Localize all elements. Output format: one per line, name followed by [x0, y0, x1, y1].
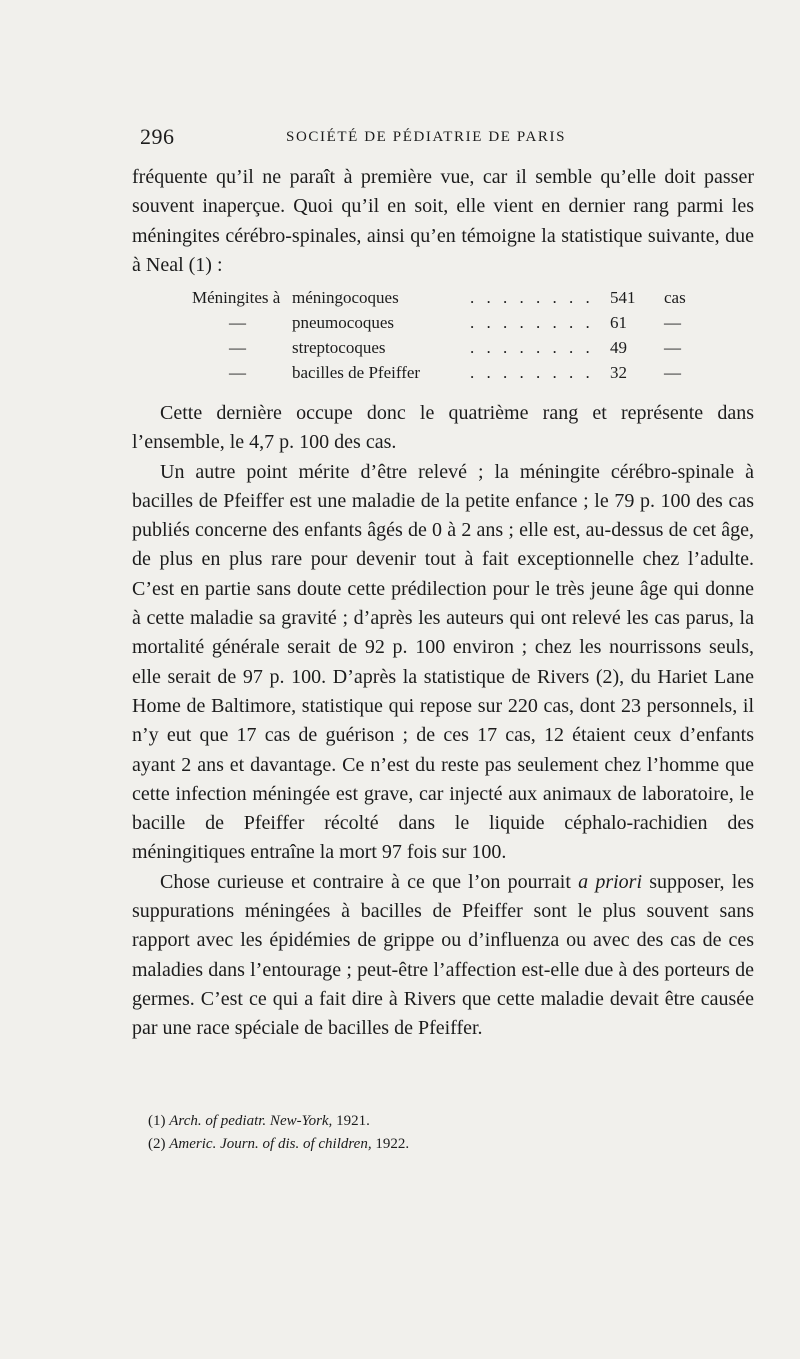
footnote-number: (2): [148, 1136, 166, 1152]
footnote-citation: Americ. Journ. of dis. of children,: [169, 1136, 372, 1152]
footnote: [148, 1133, 409, 1156]
stat-name: méningocoques: [292, 288, 399, 307]
footnote-citation: Arch. of pediatr. New-York,: [169, 1113, 333, 1129]
stat-label: —: [229, 363, 246, 382]
footnote: [148, 1110, 409, 1133]
dot-leader: . . . . . . . .: [470, 288, 594, 307]
footnotes: [148, 1110, 409, 1156]
stat-row: [0, 338, 800, 362]
footnote-year: 1921.: [336, 1113, 370, 1129]
stat-label: —: [229, 338, 246, 357]
body-text-bottom: [132, 399, 754, 1044]
running-title: SOCIÉTÉ DE PÉDIATRIE DE PARIS: [286, 129, 567, 145]
stat-name: bacilles de Pfeiffer: [292, 363, 421, 382]
stat-row: [0, 363, 800, 387]
stat-row: [0, 288, 800, 312]
stat-value: 541: [610, 288, 636, 307]
stat-unit: cas: [664, 288, 686, 307]
paragraph: Cette dernière occupe donc le quatrième rang et représente dans l’ensemble, le 4,7 p. 100 des cas.: [132, 402, 754, 454]
stat-value: 61: [610, 313, 627, 332]
paragraph: Un autre point mérite d’être relevé ; la méningite cérébro-spinale à bacilles de Pfeiffer est une maladie de la petite enfance ; le 79 p. 100 des cas publiés concerne des enfants âgés de 0 à 2 ans ; elle est, au-dessus de cet âge, de plus en plus rare pour devenir tout à fait exceptionnelle chez l’adulte. C’est en partie sans doute cette prédilection pour le très jeune âge qui donne à cette maladie sa gravité ; d’après les auteurs qui ont relevé les cas parus, la mortalité générale serait de 92 p. 100 environ ; chez les nourrissons seuls, elle serait de 97 p. 100. D’après la statistique de Rivers (2), du Hariet Lane Home de Baltimore, statistique qui repose sur 220 cas, dont 23 personnels, il n’y eut que 17 cas de guérison ; de ces 17 cas, 12 étaient ceux d’enfants ayant 2 ans et davantage. Ce n’est du reste pas seulement chez l’homme que cette infection méningée est grave, car injecté aux animaux de laboratoire, le bacille de Pfeiffer récolté dans le liquide céphalo-rachidien des méningitiques entraîne la mort 97 fois sur 100.: [132, 460, 754, 864]
stat-unit: —: [664, 338, 681, 357]
page-header: [140, 124, 780, 154]
footnote-year: 1922.: [375, 1136, 410, 1152]
stat-row: [0, 313, 800, 337]
body-text-top: [132, 163, 754, 280]
stat-name: pneumocoques: [292, 313, 394, 332]
stat-unit: —: [664, 363, 681, 382]
dot-leader: . . . . . . . .: [470, 363, 594, 382]
stat-value: 49: [610, 338, 627, 357]
text-run: supposer, les suppurations méningées à bacilles de Pfeiffer sont le plus souvent sans rapport avec les épidémies de grippe ou d’influenza ou avec des cas de ces maladies dans l’entourage ; peut-être l’affection est-elle due à des porteurs de germes. C’est ce qui a fait dire à Rivers que cette maladie devait être causée par une race spéciale de bacilles de Pfeiffer.: [132, 870, 754, 1040]
stat-value: 32: [610, 363, 627, 382]
stat-unit: —: [664, 313, 681, 332]
footnote-number: (1): [148, 1113, 166, 1129]
stat-label: —: [229, 313, 246, 332]
italic-phrase: a priori: [578, 870, 643, 893]
paragraph: fréquente qu’il ne paraît à première vue, car il semble qu’elle doit passer souvent inaperçue. Quoi qu’il en soit, elle vient en dernier rang parmi les méningites cérébro-spinales, ainsi qu’en témoigne la statistique suivante, due à Neal (1) :: [132, 166, 754, 276]
text-run: Chose curieuse et contraire à ce que l’on pourrait: [160, 870, 579, 893]
page-number: 296: [140, 124, 175, 149]
dot-leader: . . . . . . . .: [470, 313, 594, 332]
paragraph: [132, 868, 754, 1044]
dot-leader: . . . . . . . .: [470, 338, 594, 357]
stat-name: streptocoques: [292, 338, 386, 357]
stat-label: Méningites à: [192, 288, 281, 307]
